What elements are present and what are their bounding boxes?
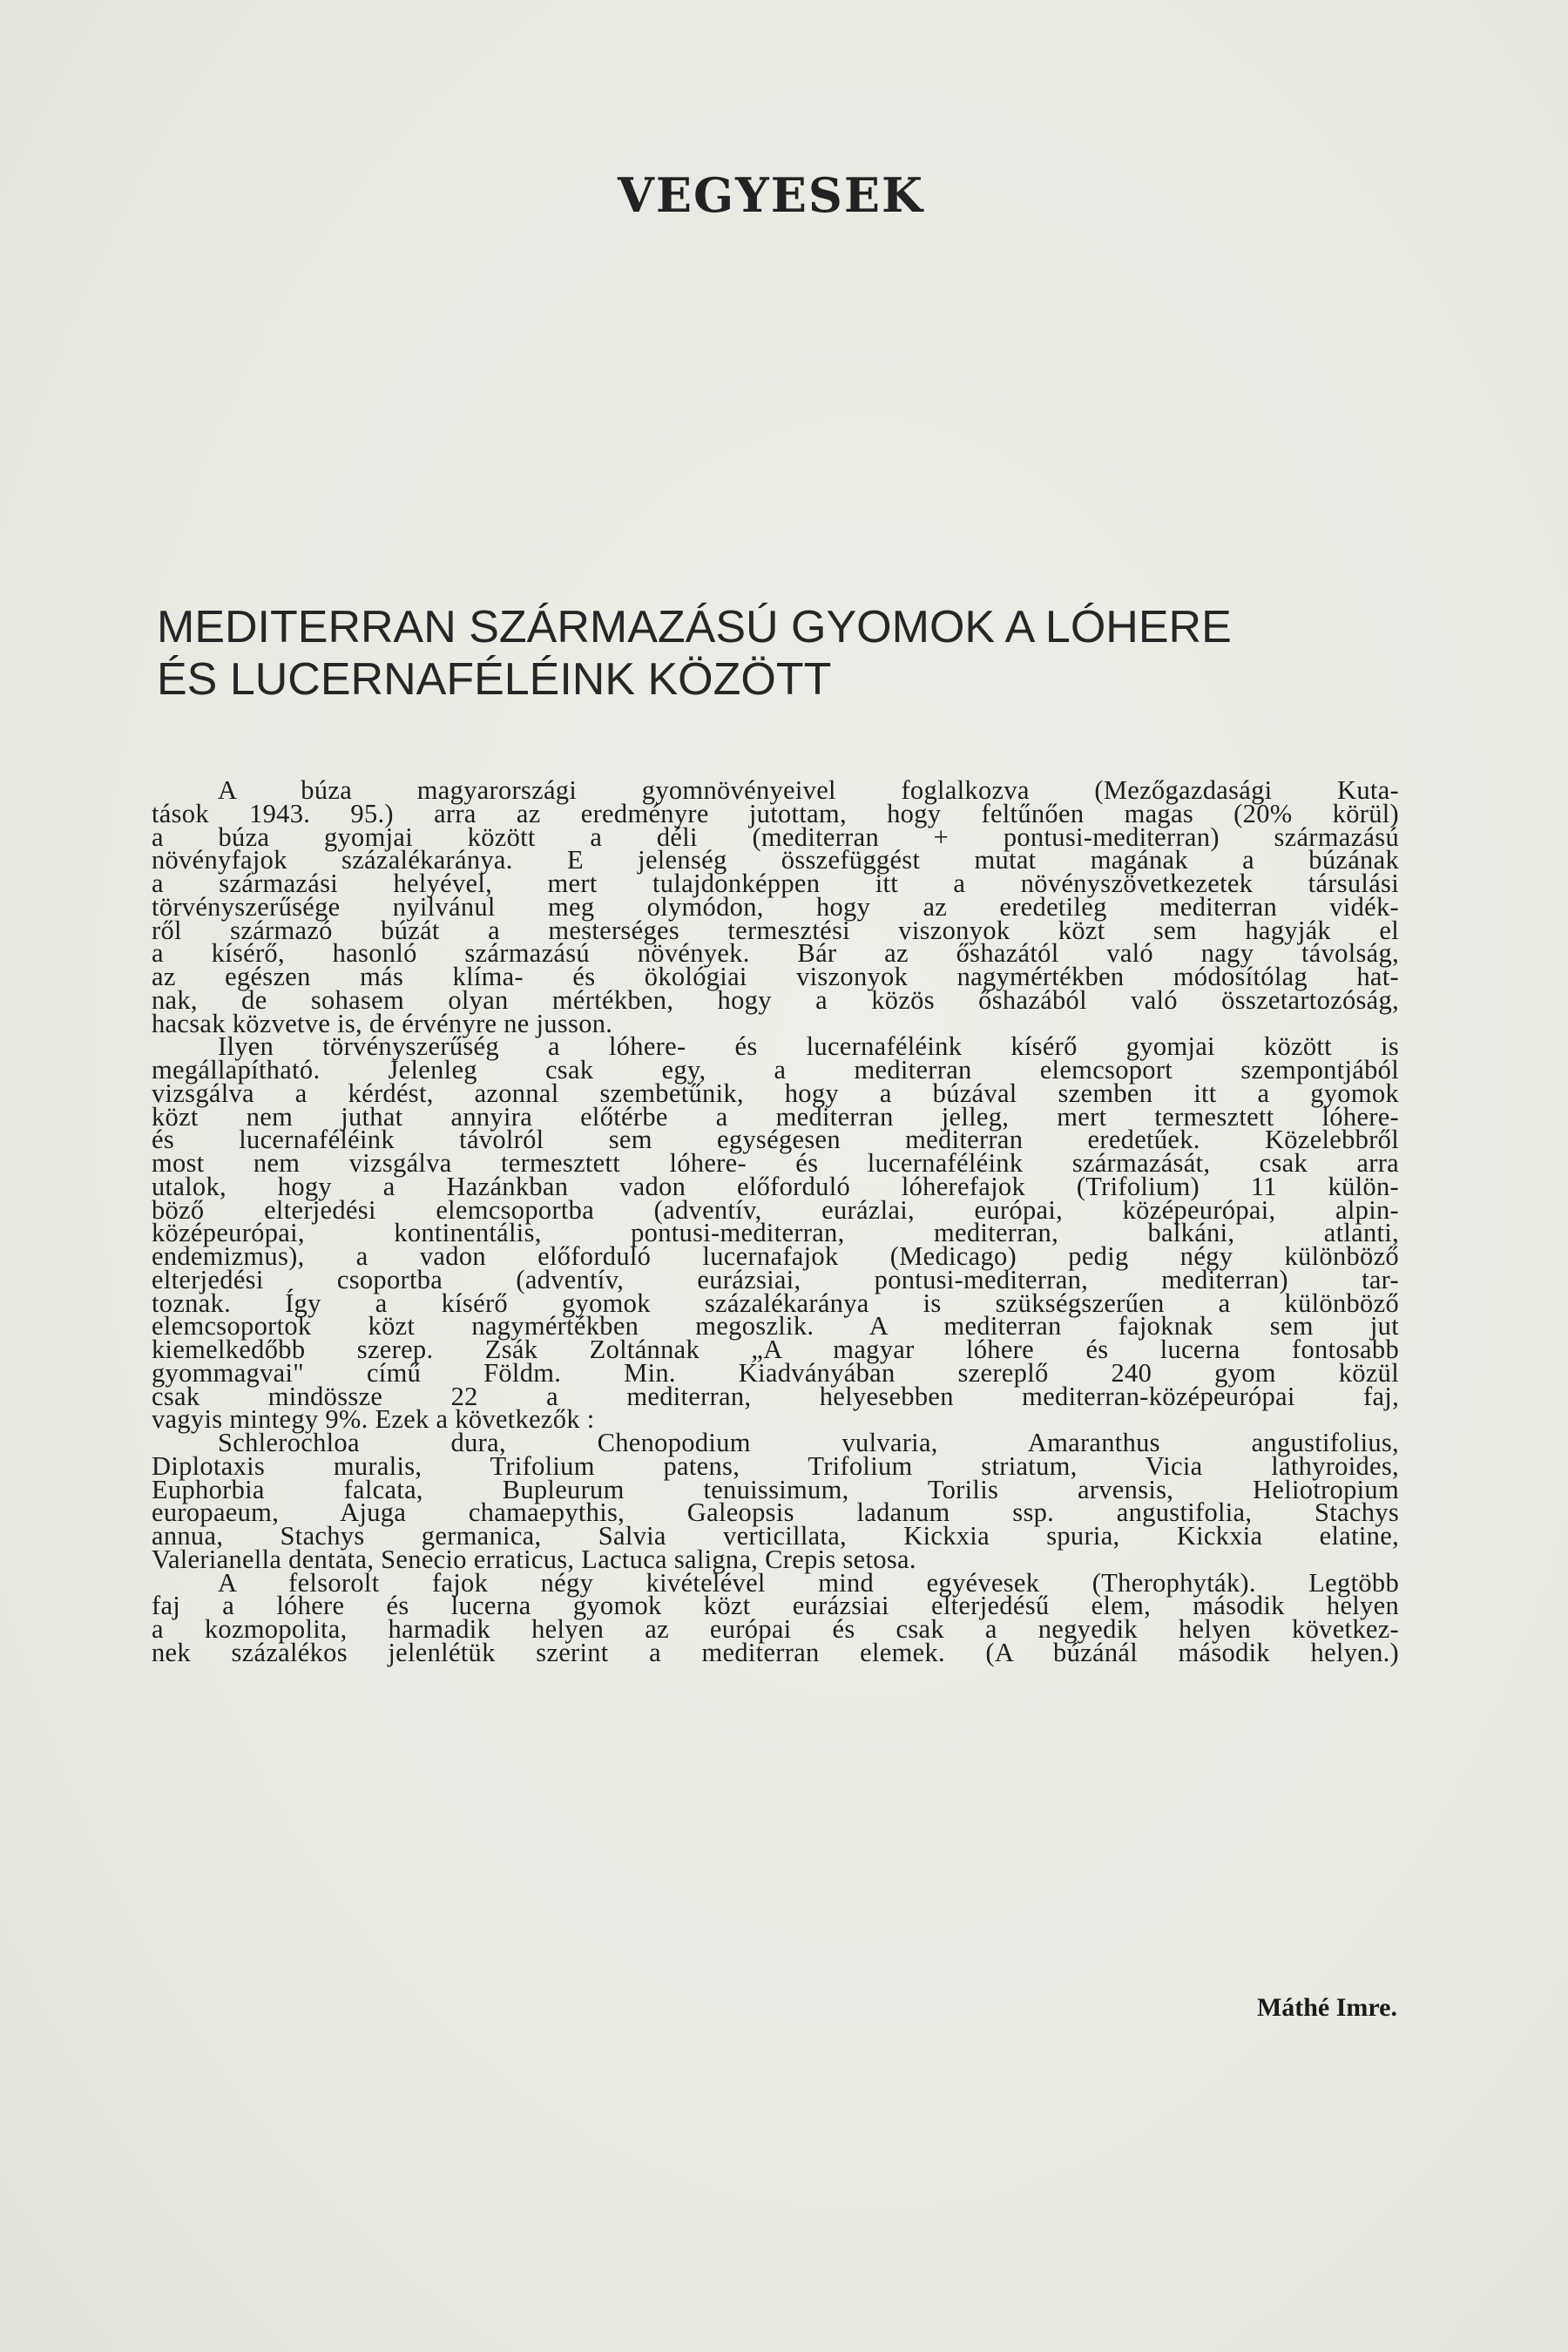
body-line: középeurópai, kontinentális, pontusi-mediterran, mediterran, balkáni, atlanti, [152, 1218, 1399, 1248]
body-line: nek százalékos jelenlétük szerint a mediterran elemek. (A búzánál második helyen.) [152, 1637, 1399, 1667]
body-line: A felsorolt fajok négy kivételével mind egyévesek (Therophyták). Legtöbb [218, 1567, 1399, 1598]
author-signature: Máthé Imre. [1256, 1993, 1397, 2022]
body-line: ről származó búzát a mesterséges termesztési viszonyok közt sem hagyják el [152, 915, 1399, 945]
species-line: Schlerochloa dura, Chenopodium vulvaria, Amaranthus angustifolius, [218, 1428, 1399, 1457]
body-line: elterjedési csoportba (adventív, eurázsiai, pontusi-mediterran, mediterran) tar- [152, 1264, 1399, 1294]
body-line: nak, de sohasem olyan mértékben, hogy a közös őshazából való összetartozóság, [152, 984, 1399, 1015]
body-line: törvényszerűsége nyilvánul meg olymódon, hogy az eredetileg mediterran vidék- [152, 891, 1399, 922]
species-line: europaeum, Ajuga chamaepythis, Galeopsis ladanum ssp. angustifolia, Stachys [152, 1497, 1399, 1528]
body-line: a búza gyomjai között a déli (mediterran + pontusi-mediterran) származású [152, 821, 1399, 852]
article-title-line-2: ÉS LUCERNAFÉLÉINK KÖZÖTT [157, 654, 832, 705]
article-body [152, 775, 1399, 1667]
species-line: Diplotaxis muralis, Trifolium patens, Trifolium striatum, Vicia lathyroides, [152, 1450, 1399, 1481]
body-line: növényfajok százalékaránya. E jelenség összefüggést mutat magának a búzának [152, 845, 1399, 875]
body-line: tások 1943. 95.) arra az eredményre jutottam, hogy feltűnően magas (20% körül) [152, 798, 1399, 828]
body-line: kiemelkedőbb szerep. Zsák Zoltánnak „A magyar lóhere és lucerna fontosabb [152, 1335, 1399, 1364]
body-line: toznak. Így a kísérő gyomok százalékaránya is szükségszerűen a különböző [152, 1288, 1399, 1318]
body-line: megállapítható. Jelenleg csak egy, a mediterran elemcsoport szempontjából [152, 1055, 1399, 1085]
body-line: az egészen más klíma- és ökológiai viszonyok nagymértékben módosítólag hat- [152, 962, 1399, 991]
body-line: böző elterjedési elemcsoportba (adventív, eurázlai, európai, középeurópai, alpin- [152, 1194, 1399, 1225]
body-line: endemizmus), a vadon előforduló lucernafajok (Medicago) pedig négy különböző [152, 1241, 1399, 1271]
body-line: a kozmopolita, harmadik helyen az európai és csak a negyedik helyen következ- [152, 1614, 1399, 1644]
body-line: vizsgálva a kérdést, azonnal szembetűnik, hogy a búzával szemben itt a gyomok [152, 1078, 1399, 1108]
body-line: a kísérő, hasonló származású növények. Bár az őshazától való nagy távolság, [152, 938, 1399, 969]
body-line: vagyis mintegy 9%. Ezek a következők : [152, 1404, 595, 1435]
body-line: faj a lóhere és lucerna gyomok közt eurázsiai elterjedésű elem, második helyen [152, 1591, 1399, 1621]
species-line: annua, Stachys germanica, Salvia verticillata, Kickxia spuria, Kickxia elatine, [152, 1521, 1399, 1551]
article-title-line-1: MEDITERRAN SZÁRMAZÁSÚ GYOMOK A LÓHERE [157, 602, 1232, 652]
body-line: gyommagvai" című Földm. Min. Kiadványában szereplő 240 gyom közül [152, 1357, 1399, 1388]
body-line: a származási helyével, mert tulajdonképpen itt a növényszövetkezetek társulási [152, 868, 1399, 898]
body-line: A búza magyarországi gyomnövényeivel foglalkozva (Mezőgazdasági Kuta- [218, 775, 1399, 805]
body-line: közt nem juthat annyira előtérbe a mediterran jelleg, mert termesztett lóhere- [152, 1101, 1399, 1132]
body-line: hacsak közvetve is, de érvényre ne jusson. [152, 1008, 613, 1038]
species-line: Euphorbia falcata, Bupleurum tenuissimum, Torilis arvensis, Heliotropium [152, 1474, 1399, 1504]
body-line: utalok, hogy a Hazánkban vadon előforduló lóherefajok (Trifolium) 11 külön- [152, 1171, 1399, 1201]
species-line: Valerianella dentata, Senecio erraticus, Lactuca saligna, Crepis setosa. [152, 1544, 916, 1574]
body-line: csak mindössze 22 a mediterran, helyesebben mediterran-középeurópai faj, [152, 1381, 1399, 1411]
body-line: elemcsoportok közt nagymértékben megoszlik. A mediterran fajoknak sem jut [152, 1311, 1399, 1342]
body-line: Ilyen törvényszerűség a lóhere- és lucernaféléink kísérő gyomjai között is [218, 1031, 1399, 1062]
section-title: VEGYESEK [618, 167, 924, 223]
body-line: és lucernaféléink távolról sem egységesen mediterran eredetűek. Közelebbről [152, 1125, 1399, 1155]
body-line: most nem vizsgálva termesztett lóhere- és lucernaféléink származását, csak arra [152, 1148, 1399, 1178]
article-title [157, 601, 1394, 706]
